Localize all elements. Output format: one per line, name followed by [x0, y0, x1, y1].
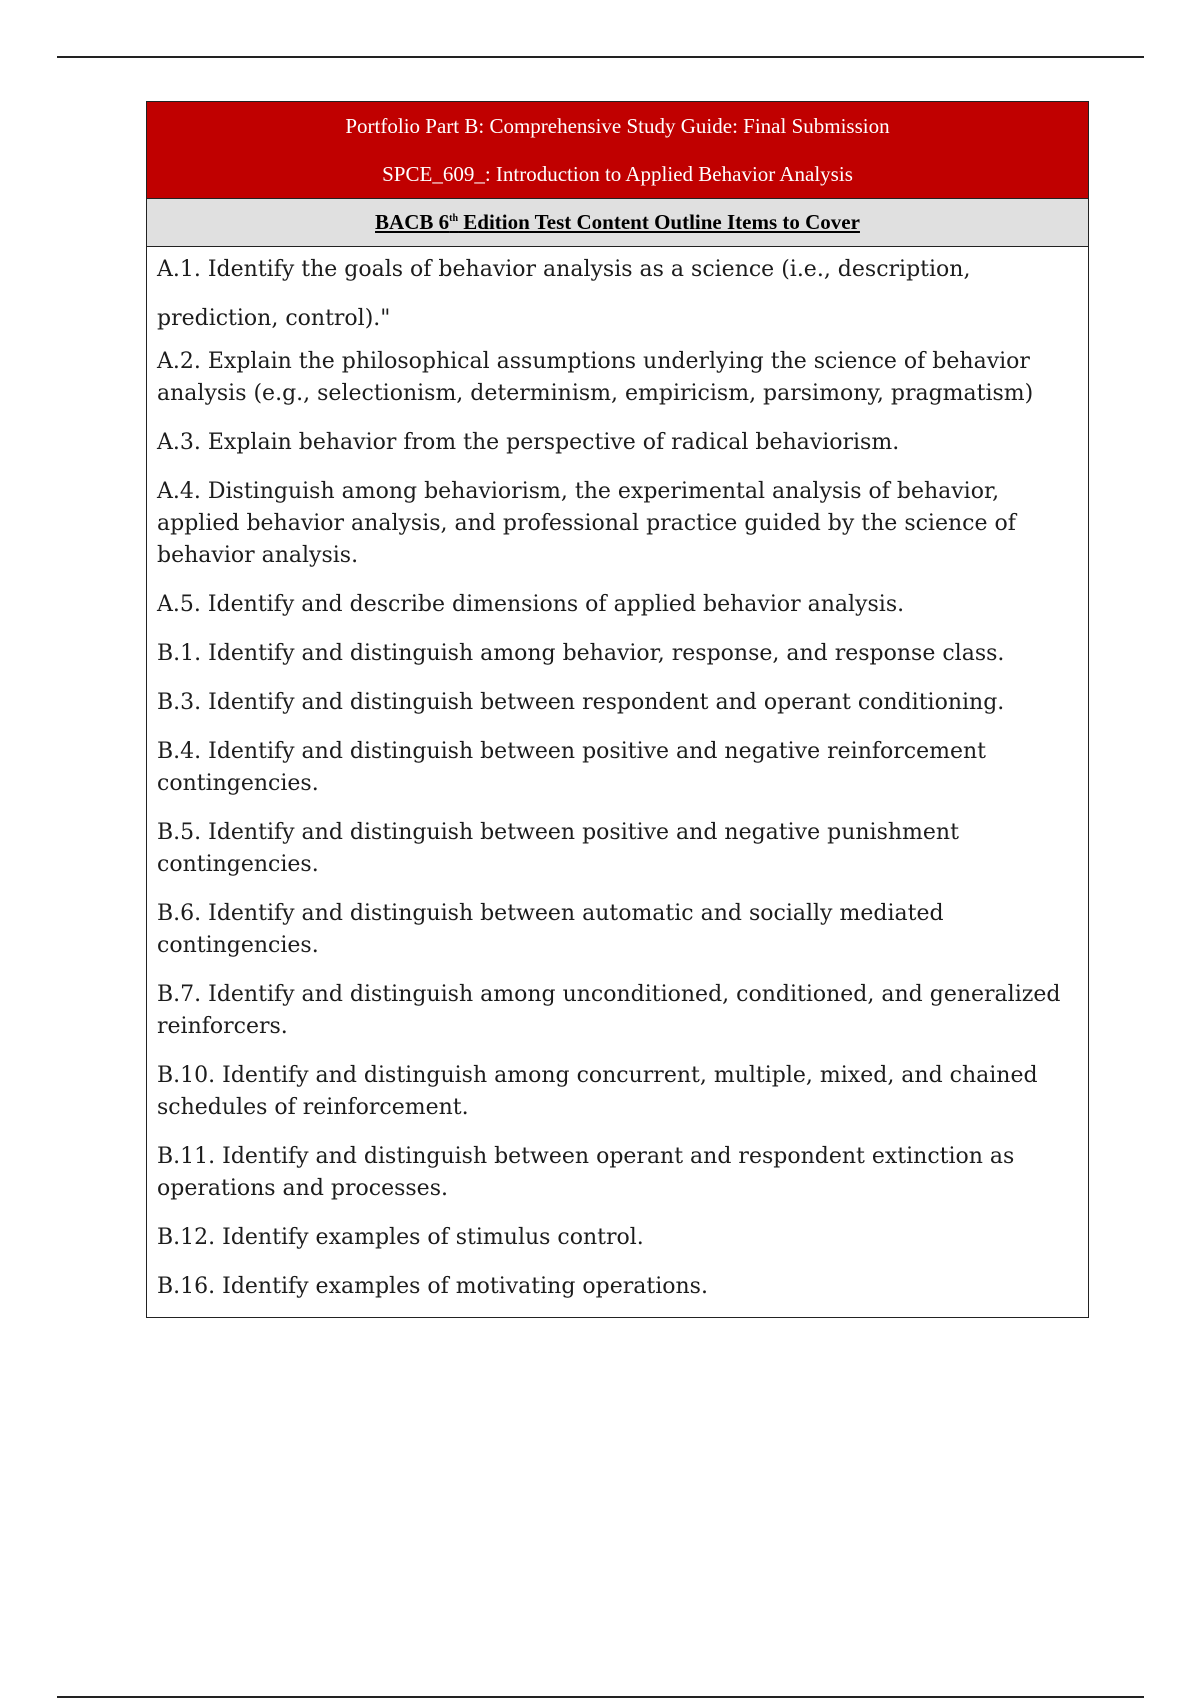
outline-item-b4: B.4. Identify and distinguish between positive and negative reinforcement contingencies.	[157, 739, 986, 796]
outline-heading-superscript: th	[449, 213, 459, 224]
outline-item-b5: B.5. Identify and distinguish between positive and negative punishment contingencies.	[157, 820, 959, 877]
course-title: SPCE_609_: Introduction to Applied Behavior Analysis	[382, 162, 853, 186]
outline-item-a4: A.4. Distinguish among behaviorism, the experimental analysis of behavior, applied behavior analysis, and professional practice guided by the science of behavior analysis.	[157, 479, 1016, 568]
outline-item-a3: A.3. Explain behavior from the perspective of radical behaviorism.	[157, 430, 900, 455]
page-top-rule	[57, 56, 1144, 58]
outline-item-b11: B.11. Identify and distinguish between operant and respondent extinction as operations and processes.	[157, 1144, 1015, 1201]
outline-item-b7: B.7. Identify and distinguish among unconditioned, conditioned, and generalized reinforcers.	[157, 982, 1061, 1039]
outline-item-a1: A.1. Identify the goals of behavior analysis as a science (i.e., description, prediction, control)."	[157, 257, 971, 331]
outline-item-b16: B.16. Identify examples of motivating operations.	[157, 1274, 708, 1299]
outline-heading-prefix: BACB 6	[375, 210, 450, 234]
page-bottom-rule	[57, 1696, 1144, 1698]
outline-items-list	[147, 247, 1088, 1317]
outline-item-a5: A.5. Identify and describe dimensions of applied behavior analysis.	[157, 592, 905, 617]
outline-heading	[147, 199, 1088, 247]
content-outline-table	[146, 101, 1089, 1318]
outline-item-b3: B.3. Identify and distinguish between respondent and operant conditioning.	[157, 690, 1005, 715]
outline-item-a2: A.2. Explain the philosophical assumptions underlying the science of behavior analysis (e.g., selectionism, determinism, empiricism, parsimony, pragmatism)	[157, 349, 1034, 406]
outline-heading-text	[375, 210, 860, 234]
outline-item-b12: B.12. Identify examples of stimulus control.	[157, 1225, 644, 1250]
title-banner	[147, 102, 1088, 199]
outline-heading-suffix: Edition Test Content Outline Items to Cover	[458, 210, 860, 234]
outline-item-b10: B.10. Identify and distinguish among concurrent, multiple, mixed, and chained schedules of reinforcement.	[157, 1063, 1038, 1120]
document-title: Portfolio Part B: Comprehensive Study Guide: Final Submission	[345, 114, 890, 138]
outline-item-b1: B.1. Identify and distinguish among behavior, response, and response class.	[157, 641, 1005, 666]
outline-item-b6: B.6. Identify and distinguish between automatic and socially mediated contingencies.	[157, 901, 944, 958]
